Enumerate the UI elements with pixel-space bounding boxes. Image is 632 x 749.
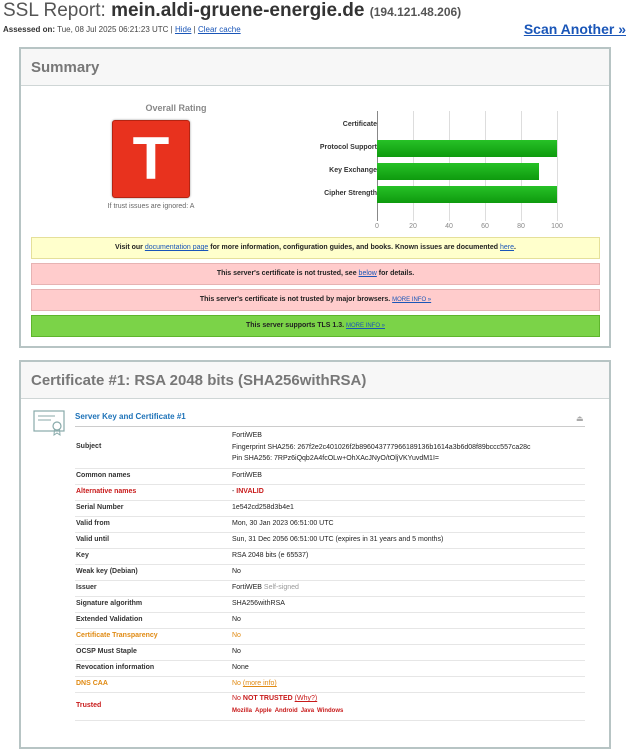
certificate-panel [19, 360, 611, 749]
row-key: Serial Number [76, 504, 124, 511]
separator: | [168, 25, 175, 34]
category-label: Certificate [342, 121, 377, 128]
trust-store-android: Android [274, 708, 298, 714]
row-key: Common names [76, 472, 131, 479]
summary-panel [19, 47, 611, 348]
grade-badge: T [112, 120, 190, 198]
notice-text: for more information, configuration guides, and books. Known issues are documented [208, 244, 500, 251]
category-label: Key Exchange [329, 167, 377, 174]
tls13-notice [31, 315, 600, 337]
dash: - [232, 488, 235, 495]
row-key: Revocation information [76, 664, 155, 671]
browsers-more-info-link[interactable]: MORE INFO » [392, 297, 432, 303]
invalid-badge: INVALID [236, 488, 264, 495]
trusted-value: No [232, 695, 241, 702]
row-value: No [232, 568, 241, 575]
category-label: Protocol Support [319, 144, 377, 151]
row-value [232, 488, 264, 495]
row-value: Sun, 31 Dec 2056 06:51:00 UTC (expires in 31 years and 5 months) [232, 536, 444, 543]
row-key: Key [76, 552, 89, 559]
row-value: None [232, 664, 249, 671]
subject-value: FortiWEB [232, 432, 262, 439]
docs-notice [31, 237, 600, 259]
below-link[interactable]: below [358, 270, 377, 277]
hide-link[interactable]: Hide [174, 25, 192, 34]
row-key-info [75, 548, 585, 565]
notice-text: Visit our [115, 244, 145, 251]
row-dns-caa [75, 676, 585, 693]
row-key: Valid from [76, 520, 110, 527]
row-issuer [75, 580, 585, 597]
row-key: Certificate Transparency [76, 632, 158, 639]
row-value: No [232, 632, 241, 639]
row-key: Valid until [76, 536, 110, 543]
here-link[interactable]: here [500, 244, 515, 251]
row-value [232, 584, 299, 591]
row-value: No [232, 616, 241, 623]
trust-store-java: Java [300, 708, 315, 714]
assessed-value: Tue, 08 Jul 2025 06:21:23 UTC [57, 25, 169, 34]
self-signed-note: Self-signed [263, 584, 299, 591]
why-link[interactable]: (Why?) [294, 695, 318, 702]
notice-text: This server supports TLS 1.3. [246, 322, 345, 329]
title-prefix: SSL Report: [3, 0, 106, 21]
certificate-title: Certificate #1: RSA 2048 bits (SHA256withRSA) [31, 372, 367, 389]
trust-store-apple: Apple [255, 708, 272, 714]
row-value: RSA 2048 bits (e 65537) [232, 552, 309, 559]
scan-another-link[interactable]: Scan Another » [523, 21, 626, 37]
row-value [232, 695, 317, 702]
row-value [232, 680, 277, 687]
row-key: Signature algorithm [76, 600, 143, 607]
row-value: SHA256withRSA [232, 600, 285, 607]
row-value: 1e542cd258d3b4e1 [232, 504, 294, 511]
not-trusted-badge: NOT TRUSTED [242, 695, 293, 702]
row-ocsp-must-staple [75, 644, 585, 661]
x-tick-label: 0 [375, 223, 379, 230]
row-key: DNS CAA [76, 680, 108, 687]
issuer-name: FortiWEB [232, 584, 262, 591]
notice-text: This server's certificate is not trusted, see [216, 270, 359, 277]
row-key: Alternative names [76, 488, 137, 495]
row-value: FortiWEB [232, 472, 262, 479]
x-tick-label: 40 [445, 223, 453, 230]
category-label: Cipher Strength [324, 190, 377, 197]
notice-text: . [514, 244, 516, 251]
row-extended-validation [75, 612, 585, 629]
clear-cache-link[interactable]: Clear cache [197, 25, 241, 34]
bar-cipher-strength [377, 186, 557, 203]
notice-text: This server's certificate is not trusted by major browsers. [199, 296, 391, 303]
row-subject [75, 430, 585, 469]
row-signature-algorithm [75, 596, 585, 613]
host-name: mein.aldi-gruene-energie.de [111, 0, 365, 21]
row-serial [75, 500, 585, 517]
row-key: Trusted [76, 702, 102, 709]
row-certificate-transparency [75, 628, 585, 645]
collapse-icon[interactable]: ⏏ [576, 414, 584, 423]
row-alt-names [75, 484, 585, 501]
rating-chart [271, 111, 571, 231]
trust-store-windows: Windows [317, 708, 344, 714]
assessed-line [3, 25, 241, 34]
assessed-label: Assessed on: [3, 25, 56, 34]
separator: | [191, 25, 198, 34]
summary-header [21, 49, 609, 86]
row-key: Extended Validation [76, 616, 143, 623]
fingerprint-value: Fingerprint SHA256: 267f2e2c401026f2b896043777966189136b1614a3b6d08f89bccc557ca28c [232, 444, 531, 451]
certificate-header [21, 362, 609, 399]
bar-key-exchange [377, 163, 539, 180]
browsers-notice [31, 289, 600, 311]
certificate-icon [33, 410, 65, 436]
row-value: Mon, 30 Jan 2023 06:51:00 UTC [232, 520, 334, 527]
row-key: Weak key (Debian) [76, 568, 138, 575]
row-key: Subject [76, 443, 102, 450]
untrusted-notice [31, 263, 600, 285]
summary-title: Summary [31, 59, 100, 76]
overall-rating-label: Overall Rating [145, 103, 207, 113]
x-tick-label: 20 [409, 223, 417, 230]
trust-stores [232, 707, 346, 714]
dns-caa-value: No [232, 680, 241, 687]
x-tick-label: 100 [551, 223, 563, 230]
trust-store-mozilla: Mozilla [232, 708, 253, 714]
section-title: Server Key and Certificate #1 [75, 412, 186, 421]
row-common-names [75, 468, 585, 485]
row-valid-from [75, 516, 585, 533]
section-divider [75, 426, 585, 427]
notice-text: for details. [376, 270, 415, 277]
documentation-link[interactable]: documentation page [144, 244, 209, 251]
row-key: Issuer [76, 584, 97, 591]
tls13-more-info-link[interactable]: MORE INFO » [345, 323, 385, 329]
ignored-note: If trust issues are ignored: A [107, 203, 195, 210]
row-revocation [75, 660, 585, 677]
ip-address: (194.121.48.206) [369, 5, 462, 19]
x-tick-label: 60 [481, 223, 489, 230]
pin-value: Pin SHA256: 7RPz6iQqb2A4fcOLw+OhXAcJNyO/tOljVKYuvdM1I= [232, 455, 439, 462]
row-value: No [232, 648, 241, 655]
row-valid-until [75, 532, 585, 549]
page-title [3, 0, 461, 22]
row-key: OCSP Must Staple [76, 648, 137, 655]
x-tick-label: 80 [517, 223, 525, 230]
bar-protocol-support [377, 140, 557, 157]
row-trusted [75, 692, 585, 721]
more-info-link[interactable]: (more info) [242, 680, 277, 687]
row-weak-key [75, 564, 585, 581]
grid-line [557, 111, 558, 221]
